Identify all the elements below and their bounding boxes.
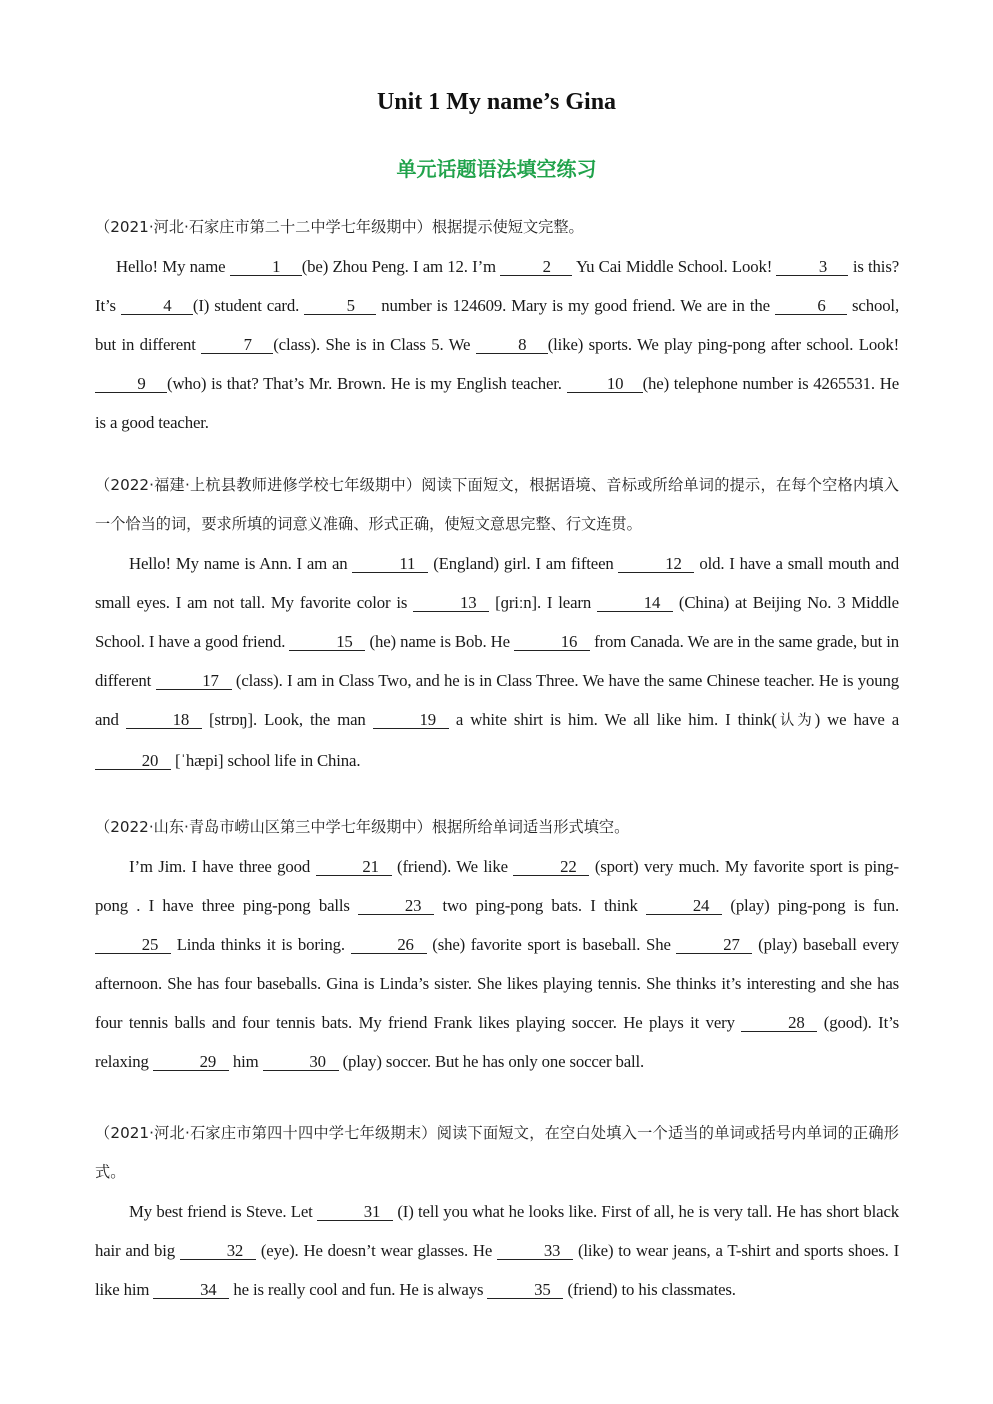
passage-text: (good). It’s relaxing xyxy=(95,1013,899,1071)
answer-blank-23[interactable]: 23 xyxy=(358,897,434,915)
passage-text: school, but in different xyxy=(95,296,899,354)
passage-text: (class). I am in Class Two, and he is in Class Three. We have the same Chinese teacher. He is young and xyxy=(95,671,899,729)
answer-blank-14[interactable]: 14 xyxy=(597,594,673,612)
answer-blank-10[interactable]: 10 xyxy=(567,375,643,393)
passage-text: (I) student card. xyxy=(192,296,305,315)
passage-text: Linda thinks it is boring. xyxy=(171,935,351,954)
answer-blank-11[interactable]: 11 xyxy=(352,555,428,573)
passage-text: two ping-pong bats. I think xyxy=(434,896,647,915)
passage-text: (sport) very much. My favorite sport is ping-pong . I have three ping-pong balls xyxy=(95,857,899,915)
exercise-section-2 xyxy=(95,466,899,780)
passage-text: (he) name is Bob. He xyxy=(365,632,514,651)
passage-text: (play) baseball every afternoon. She has four baseballs. Gina is Linda’s sister. She likes playing tennis. She thinks it’s interesting and she has four tennis balls and four tennis bats. My friend Frank likes playing soccer. He plays it very xyxy=(95,935,899,1032)
section-source: （2021·河北·石家庄市第四十四中学七年级期末）阅读下面短文，在空白处填入一个适当的单词或括号内单词的正确形式。 xyxy=(95,1124,899,1181)
passage-text: (who) is that? That’s Mr. Brown. He is my English teacher. xyxy=(167,374,567,393)
passage-text: (she) favorite sport is baseball. She xyxy=(426,935,677,954)
answer-blank-20[interactable]: 20 xyxy=(95,752,171,770)
passage-text: him xyxy=(228,1052,263,1071)
passage-text: he is really cool and fun. He is always xyxy=(229,1280,488,1299)
passage-text: (England) girl. I am fifteen xyxy=(428,554,619,573)
answer-blank-13[interactable]: 13 xyxy=(413,594,489,612)
answer-blank-16[interactable]: 16 xyxy=(514,633,590,651)
answer-blank-30[interactable]: 30 xyxy=(263,1053,339,1071)
answer-blank-12[interactable]: 12 xyxy=(618,555,694,573)
section-source: （2021·河北·石家庄市第二十二中学七年级期中）根据提示使短文完整。 xyxy=(95,218,584,236)
passage-text: (he) telephone number is 4265531. He is a good teacher. xyxy=(95,374,899,432)
answer-blank-4[interactable]: 4 xyxy=(121,297,193,315)
exercise-section-1 xyxy=(95,208,899,442)
answer-blank-15[interactable]: 15 xyxy=(289,633,365,651)
passage-text: (I) tell you what he looks like. First of all, he is very tall. He has short black hair and big xyxy=(95,1202,899,1260)
passage-text: (China) at Beijing No. 3 Middle School. I have a good friend. xyxy=(95,593,899,651)
page-title: Unit 1 My name’s Gina xyxy=(376,89,617,115)
passage-text: Hello! My name xyxy=(116,257,230,276)
answer-blank-19[interactable]: 19 xyxy=(373,711,449,729)
answer-blank-8[interactable]: 8 xyxy=(476,336,548,354)
answer-blank-25[interactable]: 25 xyxy=(95,936,171,954)
answer-blank-35[interactable]: 35 xyxy=(487,1281,563,1299)
passage-text: (eye). He doesn’t wear glasses. He xyxy=(255,1241,498,1260)
passage-text: (like) sports. We play ping-pong after school. Look! xyxy=(547,335,900,354)
answer-blank-9[interactable]: 9 xyxy=(95,375,167,393)
passage-text: number is 124609. Mary is my good friend. We are in the xyxy=(376,296,775,315)
answer-blank-6[interactable]: 6 xyxy=(775,297,847,315)
answer-blank-24[interactable]: 24 xyxy=(646,897,722,915)
passage-text: (like) to wear jeans, a T-shirt and sports shoes. I like him xyxy=(95,1241,900,1299)
section-passage xyxy=(95,847,899,1081)
answer-blank-33[interactable]: 33 xyxy=(497,1242,573,1260)
passage-text: [strɒŋ]. Look, the man xyxy=(201,710,373,729)
answer-blank-5[interactable]: 5 xyxy=(304,297,376,315)
passage-text: (class). She is in Class 5. We xyxy=(273,335,476,354)
passage-text: My best friend is Steve. Let xyxy=(129,1202,318,1221)
passage-text: I’m Jim. I have three good xyxy=(129,857,316,876)
answer-blank-7[interactable]: 7 xyxy=(201,336,273,354)
passage-text: from Canada. We are in the same grade, but in different xyxy=(95,632,899,690)
passage-text: Hello! My name is Ann. I am an xyxy=(129,554,353,573)
passage-text: [ɡriːn]. I learn xyxy=(489,593,597,612)
section-passage xyxy=(95,247,899,442)
passage-text: Yu Cai Middle School. Look! xyxy=(572,257,777,276)
section-passage xyxy=(95,1192,899,1309)
section-passage xyxy=(95,544,899,780)
passage-text: (be) Zhou Peng. I am 12. I’m xyxy=(301,257,501,276)
answer-blank-22[interactable]: 22 xyxy=(513,858,589,876)
passage-text: is this? It’s xyxy=(95,257,899,315)
answer-blank-26[interactable]: 26 xyxy=(351,936,427,954)
exercise-section-4 xyxy=(95,1114,899,1309)
answer-blank-34[interactable]: 34 xyxy=(153,1281,229,1299)
answer-blank-29[interactable]: 29 xyxy=(153,1053,229,1071)
passage-text: (friend). We like xyxy=(391,857,514,876)
section-source: （2022·福建·上杭县教师进修学校七年级期中）阅读下面短文，根据语境、音标或所给单词的提示，在每个空格内填入一个恰当的词，要求所填的词意义准确、形式正确，使短文意思完整、行文连贯。 xyxy=(95,476,899,533)
answer-blank-18[interactable]: 18 xyxy=(126,711,202,729)
answer-blank-2[interactable]: 2 xyxy=(500,258,572,276)
passage-text: old. I have a small mouth and small eyes. I am not tall. My favorite color is xyxy=(95,554,899,612)
passage-text: (play) soccer. But he has only one soccer ball. xyxy=(338,1052,645,1071)
passage-text: (play) ping-pong is fun. xyxy=(722,896,899,915)
passage-text: [ˈhæpi] school life in China. xyxy=(171,751,361,770)
answer-blank-17[interactable]: 17 xyxy=(156,672,232,690)
answer-blank-31[interactable]: 31 xyxy=(317,1203,393,1221)
answer-blank-27[interactable]: 27 xyxy=(676,936,752,954)
answer-blank-28[interactable]: 28 xyxy=(741,1014,817,1032)
passage-text: a white shirt is him. We all like him. I think(认为) we have a xyxy=(448,710,900,729)
page-subtitle: 单元话题语法填空练习 xyxy=(396,157,597,181)
answer-blank-3[interactable]: 3 xyxy=(776,258,848,276)
answer-blank-21[interactable]: 21 xyxy=(316,858,392,876)
answer-blank-32[interactable]: 32 xyxy=(180,1242,256,1260)
exercise-section-3 xyxy=(95,808,899,1081)
passage-text: (friend) to his classmates. xyxy=(563,1280,736,1299)
section-source: （2022·山东·青岛市崂山区第三中学七年级期中）根据所给单词适当形式填空。 xyxy=(95,818,630,836)
answer-blank-1[interactable]: 1 xyxy=(230,258,302,276)
